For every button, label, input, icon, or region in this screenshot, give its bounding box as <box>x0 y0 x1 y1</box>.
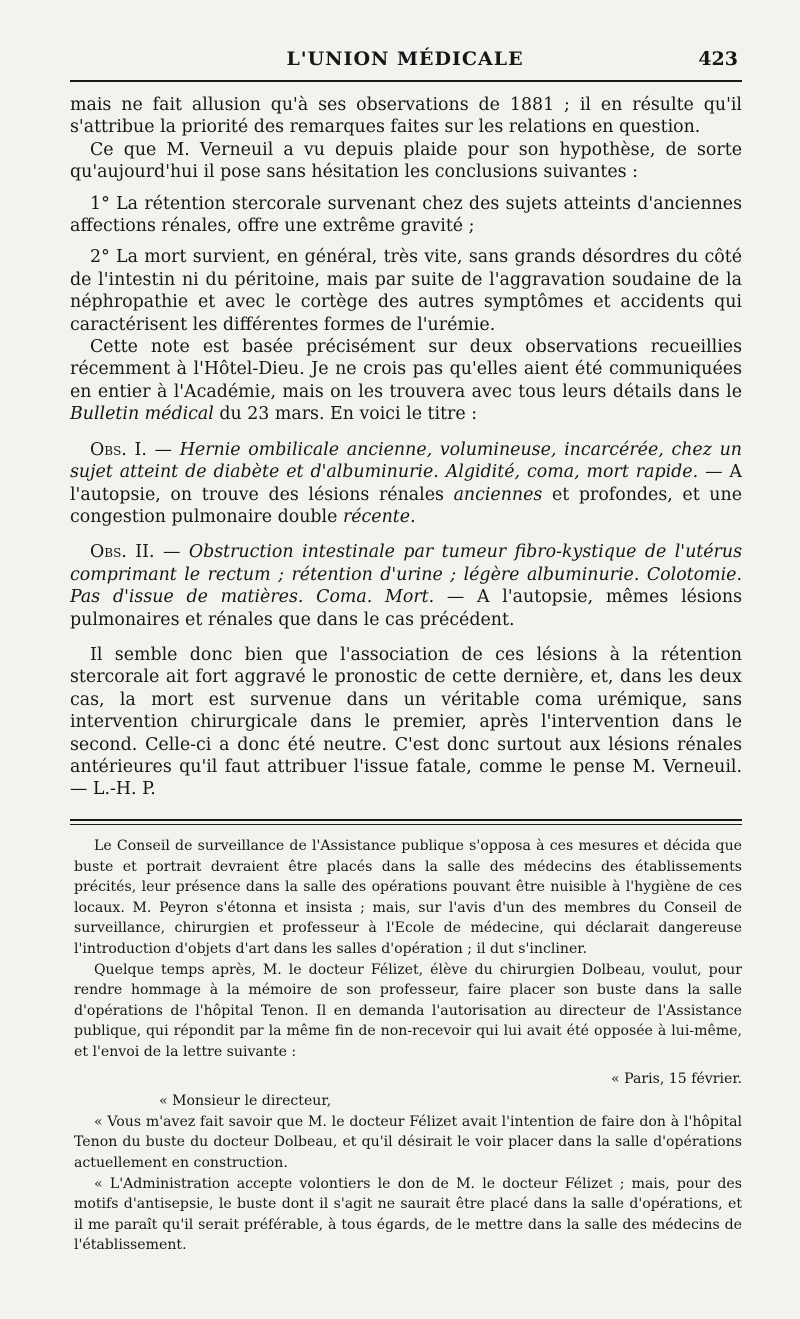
obs2-label: Obs. II. <box>90 542 155 563</box>
header-rule <box>70 80 742 82</box>
section-double-rule <box>70 819 742 825</box>
obs1-italic-1: anciennes <box>453 484 543 505</box>
obs1-text-b: et profondes, et une congestion pulmonaire double <box>70 484 742 527</box>
note-paragraph-2: Quelque temps après, M. le docteur Félizet, élève du chirurgien Dolbeau, voulut, pour rendre hommage à la mémoire de son professeur, faire placer son buste dans la salle d'opérations de l'hôpital Tenon. Il en demanda l'autorisation au directeur de l'Assistance publique, qui répondit par la même fin de non-recevoir qui lui avait été opposée à lui-même, et l'envoi de la lettre suivante : <box>74 961 742 1060</box>
obs1-label: Obs. I. <box>90 439 147 460</box>
observation-2 <box>70 541 742 631</box>
conclusion-2: 2° La mort survient, en général, très vite, sans grands désordres du côté de l'intestin ni du péritoine, mais par suite de l'aggravation soudaine de la néphropathie et avec le cortège des autres symptômes et accidents qui caractérisent les différentes formes de l'urémie. <box>70 247 742 335</box>
bulletin-medical-title: Bulletin médical <box>70 404 214 425</box>
obs2-title: Obstruction intestinale par tumeur fibro-kystique de l'utérus comprimant le rectum ; rétention d'urine ; légère albuminurie. Colotomie. Pas d'issue de matières. Coma. Mort. <box>70 542 742 608</box>
obs1-title: Hernie ombilicale ancienne, volumineuse, incarcérée, chez un sujet atteint de diabète et d'albuminurie. Algidité, coma, mort rapide. <box>70 439 742 483</box>
letter-date: « Paris, 15 février. <box>611 1070 742 1087</box>
obs2-dash: — <box>154 542 189 563</box>
obs2-text-a: — A l'autopsie, mêmes lésions pulmonaires et rénales que dans le cas précédent. <box>70 587 743 630</box>
journal-title: L'UNION MÉDICALE <box>286 48 524 70</box>
paragraph-note <box>70 336 742 426</box>
running-header <box>70 48 740 76</box>
letter-paragraph-1: « Vous m'avez fait savoir que M. le docteur Félizet avait l'intention de faire don à l'hôpital Tenon du buste du docteur Dolbeau, et qu'il désirait le voir placer dans la salle d'opérations actuellement en construction. <box>74 1113 742 1171</box>
page-number: 423 <box>698 48 738 70</box>
paragraph-note-b: du 23 mars. En voici le titre : <box>213 404 478 425</box>
obs1-text-c: . <box>410 506 416 527</box>
letter-paragraph-2: « L'Administration accepte volontiers le don de M. le docteur Félizet ; mais, pour des motifs d'antisepsie, le buste dont il s'agit ne saurait être placé dans la salle d'opérations, et il me paraît qu'il serait préférable, à tous égards, de le mettre dans la salle des médecins de l'établissement. <box>74 1175 742 1254</box>
main-text <box>70 94 742 801</box>
paragraph-note-a: Cette note est basée précisément sur deux observations recueillies récemment à l'Hôtel-Dieu. Je ne crois pas qu'elles aient été communiquées en entier à l'Académie, mais on les trouvera avec tous leurs détails dans le <box>70 337 742 402</box>
letter-salutation: « Monsieur le directeur, <box>159 1093 332 1110</box>
paragraph-2: Ce que M. Verneuil a vu depuis plaide pour son hypothèse, de sorte qu'aujourd'hui il pose sans hésitation les conclusions suivantes : <box>70 139 742 183</box>
paragraph-1: mais ne fait allusion qu'à ses observations de 1881 ; il en résulte qu'il s'attribue la priorité des remarques faites sur les relations en question. <box>70 95 742 138</box>
obs1-italic-2: récente <box>342 506 411 527</box>
paragraph-final: Il semble donc bien que l'association de ces lésions à la rétention stercorale ait fort aggravé le pronostic de cette dernière, et, dans les deux cas, la mort est survenue dans un véritable coma urémique, sans intervention chirurgicale dans le premier, après l'intervention dans le second. Celle-ci a donc été neutre. C'est donc surtout aux lésions rénales antérieures qu'il faut attribuer l'issue fatale, comme le pense M. Verneuil. — L.-H. P. <box>70 644 742 800</box>
conclusion-1: 1° La rétention stercorale survenant chez des sujets atteints d'anciennes affections rénales, offre une extrême gravité ; <box>70 193 742 237</box>
footnote-text <box>74 836 742 1256</box>
obs1-dash: — <box>146 439 180 460</box>
note-paragraph-1: Le Conseil de surveillance de l'Assistance publique s'opposa à ces mesures et décida que buste et portrait devraient être placés dans la salle des médecins des établissements précités, leur présence dans la salle des opérations pouvant être nuisible à l'hygiène de ces locaux. M. Peyron s'étonna et insista ; mais, sur l'avis d'un des membres du Conseil de surveillance, chirurgien et professeur à l'Ecole de médecine, qui déclarait dangereuse l'introduction d'objets d'art dans les salles d'opération ; il dut s'incliner. <box>74 838 742 957</box>
observation-1 <box>70 439 742 529</box>
obs1-text-a: — A l'autopsie, on trouve des lésions rénales <box>70 462 742 505</box>
